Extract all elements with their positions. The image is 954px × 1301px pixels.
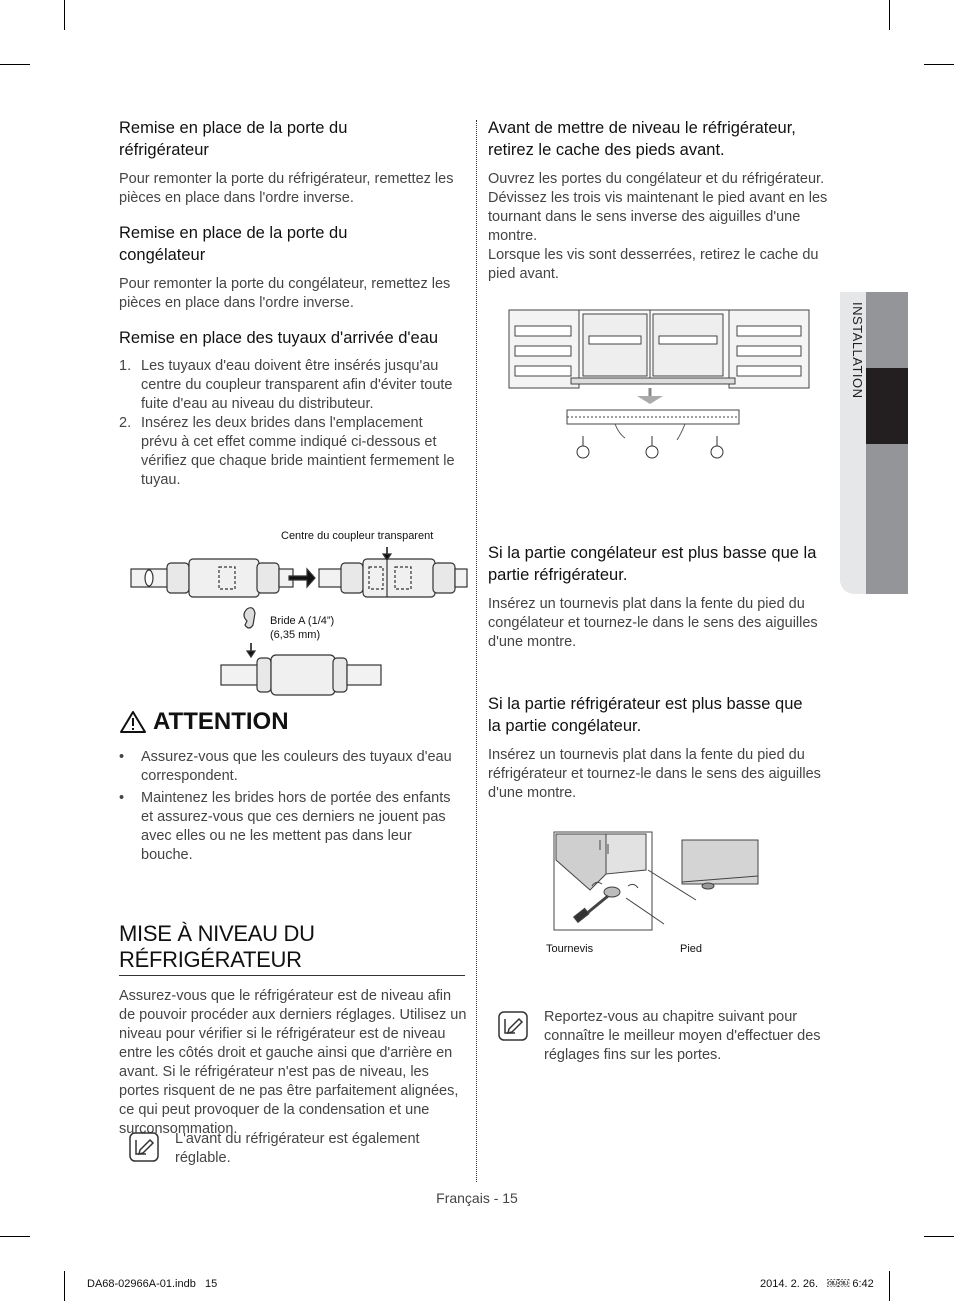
side-tab-label: INSTALLATION bbox=[850, 302, 865, 399]
crop-mark bbox=[0, 1236, 30, 1237]
paragraph: Insérez un tournevis plat dans la fente du pied du réfrigérateur et tournez-le dans le sens des aiguilles d'une montre. bbox=[488, 747, 821, 801]
figure-label: (6,35 mm) bbox=[270, 629, 321, 641]
right-column bbox=[488, 117, 838, 284]
warning-icon bbox=[119, 709, 147, 735]
list-item: • Maintenez les brides hors de portée des enfants et assurez-vous que ces derniers ne jouent pas avec elles ou ne les mettent pas dans leur bouche. bbox=[119, 790, 451, 863]
foot-adjust-illustration bbox=[546, 830, 761, 940]
footer-file: DA68-02966A-01.indb 15 bbox=[87, 1278, 218, 1290]
figure-label: Tournevis bbox=[546, 943, 594, 955]
section-heading: Avant de mettre de niveau le réfrigérateur, retirez le cache des pieds avant. bbox=[488, 119, 796, 159]
attention-box bbox=[119, 708, 469, 865]
side-tab bbox=[840, 292, 908, 594]
footer-date: 2014. 2. 26. ￼￼ 6:42 bbox=[760, 1278, 874, 1290]
section-heading: Si la partie congélateur est plus basse que la partie réfrigérateur. bbox=[488, 544, 817, 584]
section-title: MISE À NIVEAU DU RÉFRIGÉRATEUR bbox=[119, 921, 465, 976]
list-item: • Assurez-vous que les couleurs des tuyaux d'eau correspondent. bbox=[119, 749, 452, 784]
leveling-section bbox=[119, 921, 469, 1139]
paragraph: Lorsque les vis sont desserrées, retirez le cache du pied avant. bbox=[488, 247, 819, 282]
page-number: Français - 15 bbox=[436, 1190, 518, 1206]
crop-mark bbox=[889, 1271, 890, 1301]
paragraph: Ouvrez les portes du congélateur et du réfrigérateur. Dévissez les trois vis maintenant le pied avant en les tournant dans le sens inverse des aiguilles d'une montre. bbox=[488, 171, 828, 244]
section-heading: Si la partie réfrigérateur est plus basse que la partie congélateur. bbox=[488, 695, 803, 735]
note-text: L'avant du réfrigérateur est également réglable. bbox=[175, 1131, 420, 1166]
crop-mark bbox=[924, 1236, 954, 1237]
section-heading: Remise en place des tuyaux d'arrivée d'eau bbox=[119, 329, 439, 347]
foot-adjust-figure bbox=[546, 830, 761, 960]
crop-mark bbox=[924, 64, 954, 65]
coupler-illustration bbox=[119, 525, 469, 700]
left-column bbox=[119, 117, 469, 490]
note-text: Reportez-vous au chapitre suivant pour connaître le meilleur moyen d'effectuer des réglages fins sur les portes. bbox=[544, 1009, 821, 1063]
paragraph: Insérez un tournevis plat dans la fente du pied du congélateur et tournez-le dans le sens des aiguilles d'une montre. bbox=[488, 596, 818, 650]
crop-mark bbox=[0, 64, 30, 65]
paragraph: Pour remonter la porte du réfrigérateur, remettez les pièces en place dans l'ordre inverse. bbox=[119, 171, 454, 206]
figure-label: Centre du coupleur transparent bbox=[281, 530, 434, 542]
paragraph: Pour remonter la porte du congélateur, remettez les pièces en place dans l'ordre inverse. bbox=[119, 276, 451, 311]
attention-title: ATTENTION bbox=[153, 708, 289, 735]
crop-mark bbox=[889, 0, 890, 30]
note-icon bbox=[129, 1132, 159, 1162]
coupler-figure bbox=[119, 525, 469, 700]
bullet-list bbox=[119, 748, 459, 865]
list-item: 2. Insérez les deux brides dans l'emplacement prévu à cet effet comme indiqué ci-dessous et vérifiez que chaque bride maintient fermement le tuyau. bbox=[119, 415, 455, 488]
section-heading: Remise en place de la porte du réfrigérateur bbox=[119, 119, 348, 159]
paragraph: Assurez-vous que le réfrigérateur est de niveau afin de pouvoir procéder aux derniers réglages. Utilisez un niveau pour vérifier si le réfrigérateur est de niveau entre les côtés droit et gauche ainsi que d'arrière en avant. Si le réfrigérateur n'est pas de niveau, les portes risquent de ne pas être parfaitement alignées, ce qui peut provoquer de la condensation et une surconsommation. bbox=[119, 988, 467, 1137]
figure-label: Pied bbox=[680, 943, 703, 955]
crop-mark bbox=[64, 1271, 65, 1301]
crop-mark bbox=[64, 0, 65, 30]
section-heading: Remise en place de la porte du congélateur bbox=[119, 224, 348, 264]
numbered-list bbox=[119, 357, 461, 490]
right-section-2 bbox=[488, 542, 838, 652]
figure-label: Bride A (1/4”) bbox=[270, 615, 335, 627]
right-section-3 bbox=[488, 693, 838, 803]
column-divider bbox=[476, 120, 477, 1182]
note-icon bbox=[498, 1011, 528, 1041]
foot-cover-illustration bbox=[505, 306, 815, 476]
list-item: 1. Les tuyaux d'eau doivent être insérés jusqu'au centre du coupleur transparent afin d'éviter toute fuite d'eau au niveau du distributeur. bbox=[119, 358, 453, 412]
